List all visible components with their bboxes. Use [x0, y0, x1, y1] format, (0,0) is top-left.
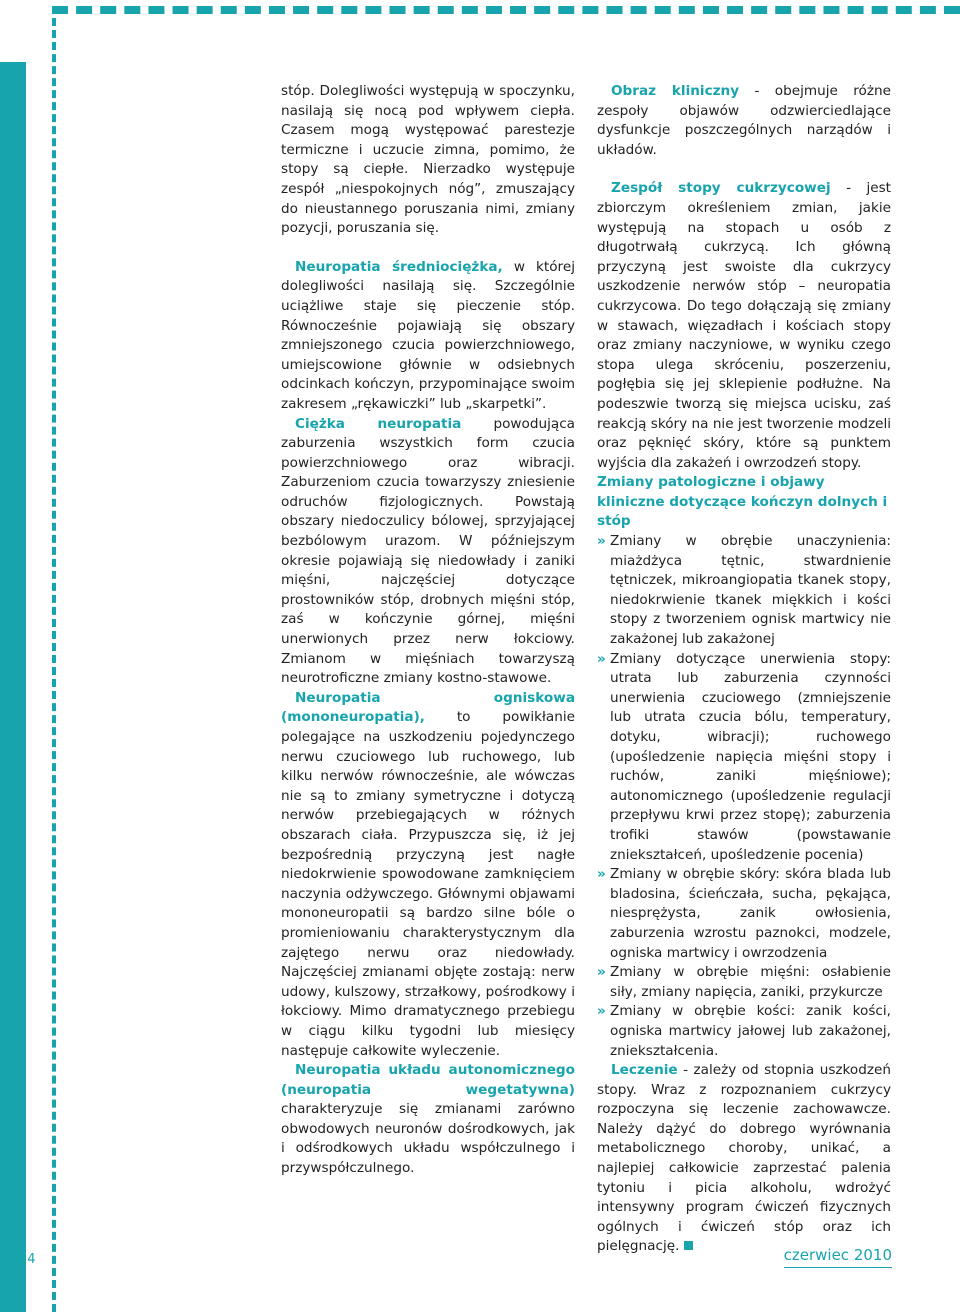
list-item — [597, 1002, 891, 1061]
paragraph-text: - jest zbiorczym określeniem zmian, jakie występują na stopach u osób z długotrwałą cukrzycą. Ich główną przyczyną jest swoiste dla cukrzycy uszkodzenie nerwów stóp – neuropatia cukrzycowa. Do tego dołączają się zmiany w stawach, więzadłach i kościach stopy oraz zmiany naczyniowe, w wyniku czego stopa ulega skróceniu, poszerzeniu, pogłębia się jej sklepienie podłużne. Na podeszwie tworzą się miejsca ucisku, zaś reakcją skóry na nie jest tworzenie modzeli oraz pęknięć skóry, które są punktem wyjścia dla zakażeń i owrzodzeń stopy. — [597, 180, 891, 471]
list-item — [597, 865, 891, 963]
term-heading: Ciężka neuropatia — [295, 415, 462, 432]
decorative-dashed-border-left — [52, 6, 56, 1312]
term-heading: Neuropatia ogniskowa (mononeuropatia), — [281, 689, 575, 726]
paragraph: stóp. Dolegliwości występują w spoczynku, nasilają się nocą pod wpływem ciepła. Czasem mogą występować parestezje termiczne i uczucie zimna, pomimo, że stopy są ciepłe. Nierzadko występuje zespół „niespokojnych nóg”, zmuszający do nieustannego poruszania nimi, zmiany pozycji, poruszania się. — [281, 83, 575, 237]
paragraph-text: - obejmuje różne zespoły objawów odzwierciedlające dysfunkcje poszczególnych narządów i układów. — [597, 83, 891, 158]
term-heading: Zespół stopy cukrzycowej — [611, 180, 831, 197]
bullet-mark: » — [597, 964, 606, 981]
paragraph-text: - zależy od stopnia uszkodzeń stopy. Wraz z rozpoznaniem cukrzycy rozpoczyna się leczenie zachowawcze. Należy dążyć do dobrego wyrównania metabolicznego choroby, unikać, a najlepiej całkowicie zaprzestać palenia tytoniu i picia alkoholu, wdrożyć intensywny program ćwiczeń fizycznych ogólnych i ćwiczeń stóp oraz ich pielęgnację. — [597, 1062, 891, 1255]
right-column — [597, 82, 891, 1257]
list-item-text: Zmiany dotyczące unerwienia stopy: utrata lub zaburzenia czynności unerwienia czuciowego (zmniejszenie lub utrata czucia bólu, temperatury, dotyku, wibracji); ruchowego (upośledzenie napięcia mięśni stopy i ruchów, zaniki mięśniowe); autonomicznego (upośledzenie regulacji przepływu krwi przez stopę); zaburzenia trofiki stawów (powstawanie zniekształceń, upośledzenie pocenia) — [610, 650, 891, 863]
paragraph — [597, 82, 891, 160]
paragraph-text: powodująca zaburzenia wszystkich form czucia powierzchniowego oraz wibracji. Zaburzeniom czucia towarzyszy zniesienie odruchów fizjologicznych. Powstają obszary niedoczulicy bólowej, sprzyjającej bezbólowym urazom. W późniejszym okresie pojawiają się niedowłady i zaniki mięśni, najczęściej dotyczące prostowników stóp, drobnych mięśni stóp, zaś w kończynie górnej, mięśni unerwionych przez nerw łokciowy. Zmianom w mięśniach towarzyszą neurotroficzne zmiany kostno-stawowe. — [281, 415, 575, 687]
bullet-mark: » — [597, 1003, 606, 1020]
term-heading: Leczenie — [611, 1062, 678, 1079]
bullet-mark: » — [597, 533, 606, 550]
bullet-mark: » — [597, 866, 606, 883]
list-item — [597, 963, 891, 1002]
findings-list — [597, 532, 891, 1061]
bullet-mark: » — [597, 650, 606, 667]
list-item-text: Zmiany w obrębie kości: zanik kości, ogniska martwicy jałowej lub zakażonej, zniekształcenia. — [610, 1003, 891, 1059]
paragraph — [281, 689, 575, 1061]
left-column — [281, 82, 575, 1179]
term-heading: Obraz kliniczny — [611, 83, 740, 99]
list-item-text: Zmiany w obrębie mięśni: osłabienie siły, zmiany napięcia, zaniki, przykurcze — [610, 964, 891, 1000]
paragraph-text: w której dolegliwości nasilają się. Szczególnie uciążliwe staje się pieczenie stóp. Równocześnie pojawiają się obszary zmniejszonego czucia powierzchniowego, umiejscowione głównie w odsiebnych odcinkach kończyn, przypominające swoim zakresem „rękawiczki” lub „skarpetki”. — [281, 258, 575, 412]
paragraph — [597, 179, 891, 473]
paragraph — [597, 1061, 891, 1257]
paragraph — [281, 1061, 575, 1179]
list-item — [597, 650, 891, 866]
paragraph — [281, 258, 575, 415]
list-item — [597, 532, 891, 650]
list-item-text: Zmiany w obrębie skóry: skóra blada lub bladosina, ścieńczała, sucha, pękająca, niesprężysta, zanik owłosienia, zaburzenia wzrostu paznokci, modzele, ogniska martwicy i owrzodzenia — [610, 866, 891, 961]
decorative-dashed-border-top — [52, 6, 960, 14]
side-color-bar — [0, 62, 26, 1312]
date-underline — [784, 1267, 892, 1268]
issue-date: czerwiec 2010 — [783, 1246, 892, 1264]
paragraph-text: charakteryzuje się zmianami zarówno obwodowych neuronów dośrodkowych, jak i odśrodkowych układu współczulnego i przywspółczulnego. — [281, 1101, 575, 1177]
list-item-text: Zmiany w obrębie unaczynienia: miażdżyca tętnic, stwardnienie tętniczek, mikroangiopatia tkanek stopy, niedokrwienie tkanek miękkich i kości stopy z tworzeniem ognisk martwicy nie zakażonej lub zakażonej — [610, 533, 891, 648]
page-number: 14 — [19, 1252, 36, 1267]
end-of-article-mark — [684, 1241, 693, 1250]
term-heading: Neuropatia układu autonomicznego (neuropatia wegetatywna) — [281, 1062, 575, 1098]
paragraph — [281, 415, 575, 689]
section-subheading: Zmiany patologiczne i objawy kliniczne dotyczące kończyn dolnych i stóp — [597, 474, 888, 530]
paragraph-text: to powikłanie polegające na uszkodzeniu pojedynczego nerwu czuciowego lub ruchowego, lub kilku nerwów równocześnie, ale wówczas nie są to zmiany symetryczne i dotyczą nerwów przebiegających w różnych obszarach ciała. Przypuszcza się, iż jej bezpośrednią przyczyną jest nagłe niedokrwienie spowodowane zamknięciem naczynia odżywczego. Głównymi objawami mononeuropatii są bardzo silne bóle o promieniowaniu charakterystycznym dla zajętego nerwu oraz niedowłady. Najczęściej zmianami objęte zostają: nerw udowy, kulszowy, strzałkowy, pośrodkowy i łokciowy. Mimo dramatycznego przebiegu w ciągu kilku tygodni lub miesięcy następuje całkowite wyleczenie. — [281, 709, 575, 1059]
term-heading: Neuropatia średniociężka, — [295, 258, 503, 275]
